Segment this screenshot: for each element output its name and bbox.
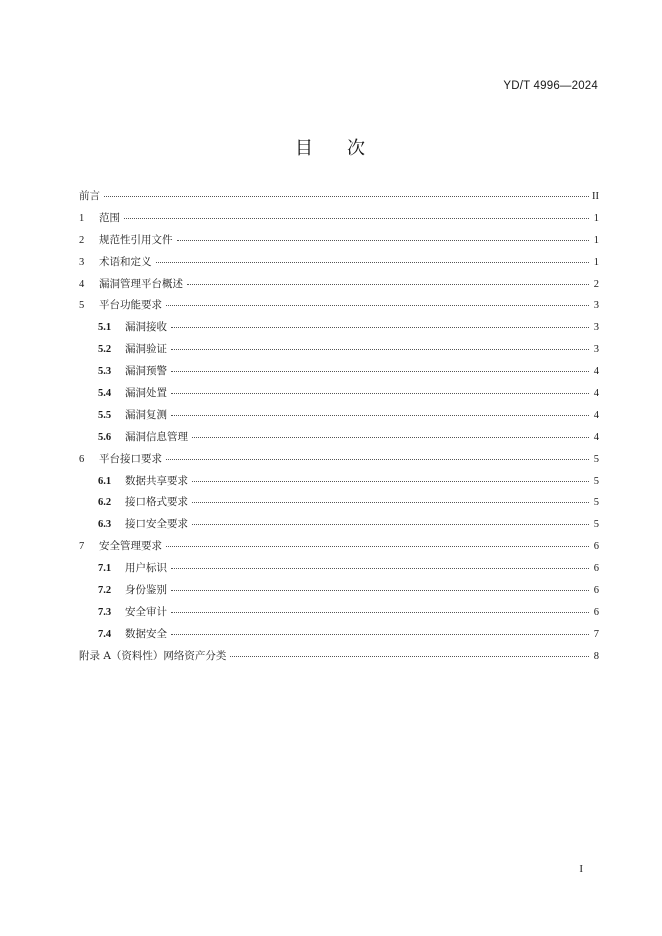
toc-entry-page: 5 xyxy=(593,519,599,531)
toc-entry-page: 8 xyxy=(593,650,599,662)
dot-leader xyxy=(156,261,590,263)
toc-entry-label: 漏洞管理平台概述 xyxy=(99,277,183,290)
dot-leader xyxy=(171,633,589,635)
toc-entry-page: 4 xyxy=(593,409,599,421)
toc-entry-page: 4 xyxy=(593,366,599,378)
toc-entry-page: 3 xyxy=(593,344,599,356)
toc-entry-number: 6.2 xyxy=(98,497,112,509)
title-char-1: 目 xyxy=(295,138,315,159)
dot-leader xyxy=(171,414,589,416)
toc-entry-page: 6 xyxy=(593,585,599,597)
toc-entry-label: 漏洞复测 xyxy=(125,408,167,421)
toc-entry-label: 漏洞处置 xyxy=(125,387,167,400)
dot-leader xyxy=(177,239,590,241)
dot-leader xyxy=(171,611,589,613)
toc-entry[interactable] xyxy=(79,208,599,230)
toc-entry[interactable] xyxy=(79,449,599,471)
toc-entry-label: 数据共享要求 xyxy=(125,474,188,487)
toc-entry-label: 漏洞预警 xyxy=(125,365,167,378)
page-title xyxy=(0,134,662,160)
toc-entry-label: 范围 xyxy=(99,211,120,224)
toc-entry-number: 7 xyxy=(79,541,85,553)
toc-entry-number: 5.5 xyxy=(98,409,112,421)
toc-entry-page: 5 xyxy=(593,453,599,465)
dot-leader xyxy=(192,436,589,438)
toc-entry[interactable] xyxy=(79,252,599,274)
toc-entry-number: 1 xyxy=(79,212,85,224)
toc-entry-page: 1 xyxy=(593,256,599,268)
toc-entry-number: 5.1 xyxy=(98,322,112,334)
toc-entry-number: 5.6 xyxy=(98,431,112,443)
toc-entry-page: 5 xyxy=(593,475,599,487)
table-of-contents xyxy=(79,186,599,668)
toc-entry-page: 1 xyxy=(593,234,599,246)
dot-leader xyxy=(171,392,589,394)
toc-entry-number: 6.1 xyxy=(98,475,112,487)
dot-leader xyxy=(192,523,589,525)
toc-entry-label: 接口格式要求 xyxy=(125,496,188,509)
toc-entry-page: 6 xyxy=(593,541,599,553)
title-char-2: 次 xyxy=(347,138,367,159)
toc-entry-number: 6.3 xyxy=(98,519,112,531)
toc-entry-number: 5 xyxy=(79,300,85,312)
toc-subentry[interactable] xyxy=(79,624,599,646)
page-number: I xyxy=(579,863,583,875)
toc-subentry[interactable] xyxy=(79,339,599,361)
dot-leader xyxy=(166,545,589,547)
toc-entry[interactable] xyxy=(79,230,599,252)
toc-entry-label: 漏洞接收 xyxy=(125,321,167,334)
dot-leader xyxy=(192,501,589,503)
toc-subentry[interactable] xyxy=(79,405,599,427)
toc-subentry[interactable] xyxy=(79,602,599,624)
toc-entry-label: 数据安全 xyxy=(125,627,167,640)
dot-leader xyxy=(171,348,589,350)
toc-entry-label: 附录 A（资料性）网络资产分类 xyxy=(79,649,227,662)
dot-leader xyxy=(166,458,589,460)
toc-entry-number: 4 xyxy=(79,278,85,290)
toc-entry[interactable] xyxy=(79,274,599,296)
toc-entry-label: 平台接口要求 xyxy=(99,452,162,465)
toc-subentry[interactable] xyxy=(79,317,599,339)
toc-entry-page: 1 xyxy=(593,212,599,224)
toc-entry-label: 安全审计 xyxy=(125,605,167,618)
dot-leader xyxy=(171,370,589,372)
toc-subentry[interactable] xyxy=(79,558,599,580)
toc-entry-label: 前言 xyxy=(79,190,100,202)
toc-entry-label: 漏洞验证 xyxy=(125,343,167,356)
toc-entry-label: 平台功能要求 xyxy=(99,299,162,312)
toc-entry-page: 5 xyxy=(593,497,599,509)
dot-leader xyxy=(171,326,589,328)
toc-entry-number: 6 xyxy=(79,453,85,465)
dot-leader xyxy=(187,283,589,285)
toc-entry-number: 7.1 xyxy=(98,563,112,575)
toc-entry-label: 安全管理要求 xyxy=(99,540,162,553)
toc-entry-page: 6 xyxy=(593,606,599,618)
toc-entry-page: 3 xyxy=(593,300,599,312)
dot-leader xyxy=(171,589,589,591)
toc-subentry[interactable] xyxy=(79,580,599,602)
toc-entry-label: 术语和定义 xyxy=(99,255,152,268)
toc-entry[interactable] xyxy=(79,646,599,668)
toc-subentry[interactable] xyxy=(79,471,599,493)
toc-entry-label: 漏洞信息管理 xyxy=(125,430,188,443)
toc-entry-number: 5.4 xyxy=(98,388,112,400)
toc-subentry[interactable] xyxy=(79,427,599,449)
dot-leader xyxy=(104,195,589,197)
toc-entry[interactable] xyxy=(79,295,599,317)
toc-entry-number: 5.3 xyxy=(98,366,112,378)
toc-entry-page: 4 xyxy=(593,431,599,443)
toc-entry-number: 7.2 xyxy=(98,585,112,597)
toc-entry-page: 2 xyxy=(593,278,599,290)
toc-entry-number: 7.3 xyxy=(98,606,112,618)
toc-entry-label: 接口安全要求 xyxy=(125,518,188,531)
dot-leader xyxy=(230,655,589,657)
toc-entry-number: 5.2 xyxy=(98,344,112,356)
dot-leader xyxy=(166,304,589,306)
toc-entry-page: 6 xyxy=(593,563,599,575)
toc-entry-page: 3 xyxy=(593,322,599,334)
toc-entry-page: 4 xyxy=(593,388,599,400)
toc-entry-number: 3 xyxy=(79,256,85,268)
toc-entry-page: II xyxy=(592,191,599,202)
toc-entry-label: 用户标识 xyxy=(125,562,167,575)
toc-entry[interactable] xyxy=(79,186,599,208)
dot-leader xyxy=(124,217,589,219)
toc-entry-label: 规范性引用文件 xyxy=(99,233,173,246)
document-number: YD/T 4996—2024 xyxy=(503,80,598,92)
toc-entry-page: 7 xyxy=(593,628,599,640)
toc-entry-label: 身份鉴别 xyxy=(125,584,167,597)
toc-entry-number: 2 xyxy=(79,234,85,246)
toc-subentry[interactable] xyxy=(79,492,599,514)
dot-leader xyxy=(171,567,589,569)
dot-leader xyxy=(192,480,589,482)
toc-subentry[interactable] xyxy=(79,383,599,405)
toc-entry-number: 7.4 xyxy=(98,628,112,640)
toc-subentry[interactable] xyxy=(79,361,599,383)
toc-entry[interactable] xyxy=(79,536,599,558)
toc-subentry[interactable] xyxy=(79,514,599,536)
